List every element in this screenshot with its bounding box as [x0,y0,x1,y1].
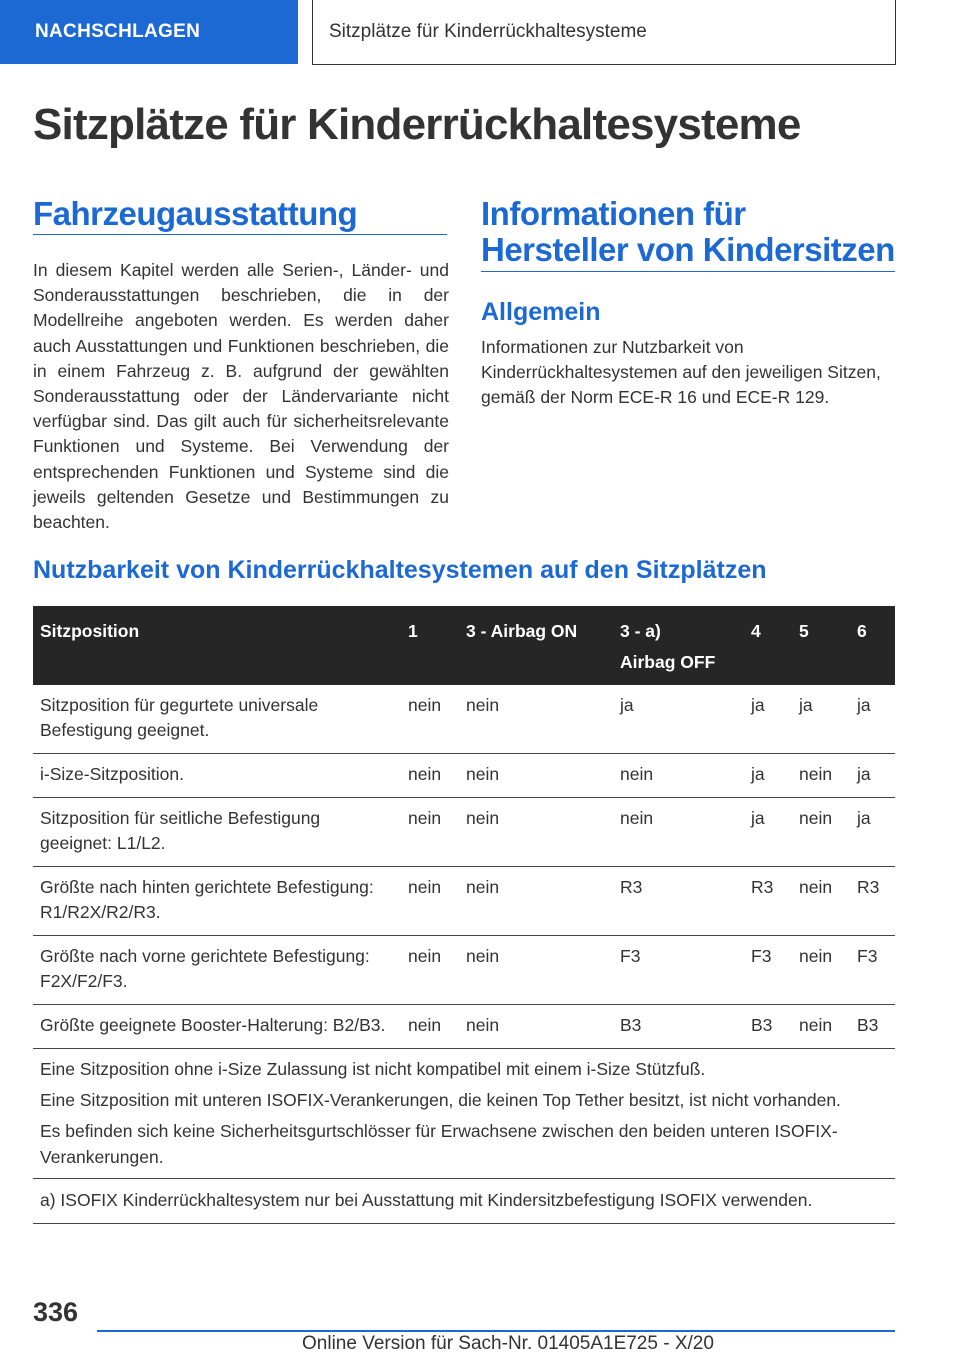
section-heading-manufacturers: Informationen für Hersteller von Kindersitzen [481,196,895,272]
cell: nein [401,867,459,936]
cell: ja [744,754,792,798]
cell: nein [792,936,850,1005]
note-top-tether: Eine Sitzposition mit unteren ISOFIX-Verankerungen, die keinen Top Tether besitzt, ist nicht vorhanden. [40,1090,841,1110]
section-tab-label: NACHSCHLAGEN [35,21,201,42]
cell: nein [792,754,850,798]
cell: B3 [613,1005,744,1049]
cell: ja [792,685,850,754]
cell: nein [401,1005,459,1049]
note-belt-buckles: Es befinden sich keine Sicherheitsgurtschlösser für Erwachsene zwischen den beiden unteren ISOFIX-Verankerungen. [40,1121,838,1167]
cell: nein [792,867,850,936]
table-footnote: a) ISOFIX Kinderrückhaltesystem nur bei Ausstattung mit Kindersitzbefestigung ISOFIX verwenden. [33,1179,895,1224]
cell: nein [459,936,613,1005]
row-label: Sitzposition für seitliche Befestigung geeignet: L1/L2. [33,798,401,867]
cell: nein [792,798,850,867]
table-row [33,685,895,754]
cell: nein [459,754,613,798]
cell: ja [613,685,744,754]
breadcrumb [312,0,896,65]
cell: B3 [850,1005,895,1049]
cell: nein [459,867,613,936]
table-row [33,936,895,1005]
cell: nein [459,1005,613,1049]
col-header-airbag-off-label: Airbag OFF [620,652,716,672]
cell: nein [613,798,744,867]
equipment-paragraph: In diesem Kapitel werden alle Serien-, Länder- und Sonderausstattungen beschrieben, die in der Modellreihe angeboten werden. Es werden daher auch Ausstattungen und Funktionen beschrieben, die in einem Fahrzeug z. B. aufgrund der gewählten Sonderausstattung oder der Ländervariante nicht verfügbar sind. Das gilt auch für sicherheitsrelevante Funktionen und Systeme. Bei Verwendung der entsprechenden Funktionen und Systeme sind die jeweils geltenden Gesetze und Bestimmungen zu beachten. [33,260,449,533]
cell: nein [459,798,613,867]
table-notes-row [33,1049,895,1179]
breadcrumb-label: Sitzplätze für Kinderrückhaltesysteme [329,21,647,42]
cell: nein [613,754,744,798]
col-header-1: 1 [401,606,459,685]
cell: F3 [850,936,895,1005]
note-isize: Eine Sitzposition ohne i-Size Zulassung ist nicht kompatibel mit einem i-Size Stützfuß. [40,1059,706,1079]
col-header-seat-position: Sitzposition [33,606,401,685]
cell: nein [459,685,613,754]
cell: F3 [744,936,792,1005]
footer-divider [97,1330,895,1332]
cell: ja [744,685,792,754]
cell: nein [401,754,459,798]
table-header-row [33,606,895,685]
table-footnote-row [33,1179,895,1224]
table-notes [33,1049,895,1179]
cell: ja [850,798,895,867]
seat-usability-table [33,606,895,1224]
table-row [33,867,895,936]
cell: ja [850,754,895,798]
col-header-3-airbag-off [613,606,744,685]
page-number: 336 [33,1297,79,1327]
cell: R3 [850,867,895,936]
table-row [33,1005,895,1049]
col-header-6: 6 [850,606,895,685]
cell: B3 [744,1005,792,1049]
col-header-3-airbag-on: 3 - Airbag ON [459,606,613,685]
cell: nein [792,1005,850,1049]
row-label: Größte nach vorne gerichtete Befestigung: F2X/F2/F3. [33,936,401,1005]
table-row [33,754,895,798]
section-heading-equipment: Fahrzeugausstattung [33,196,447,235]
table-row [33,798,895,867]
row-label: Sitzposition für gegurtete universale Befestigung geeignet. [33,685,401,754]
cell: nein [401,936,459,1005]
table-title: Nutzbarkeit von Kinderrückhaltesystemen auf den Sitzplätzen [33,556,767,584]
cell: R3 [613,867,744,936]
general-paragraph: Informationen zur Nutzbarkeit von Kinderrückhaltesystemen auf den jeweiligen Sitzen, gemäß der Norm ECE-R 16 und ECE-R 129. [481,337,881,408]
col-header-3a-label: 3 - a) [620,621,661,641]
cell: ja [744,798,792,867]
cell: R3 [744,867,792,936]
subheading-general: Allgemein [481,298,601,326]
row-label: Größte nach hinten gerichtete Befestigung: R1/R2X/R2/R3. [33,867,401,936]
page-title: Sitzplätze für Kinderrückhaltesysteme [33,100,801,149]
row-label: Größte geeignete Booster-Halterung: B2/B3. [33,1005,401,1049]
footer-version-text: Online Version für Sach-Nr. 01405A1E725 - X/20 [302,1333,714,1354]
cell: ja [850,685,895,754]
cell: F3 [613,936,744,1005]
col-header-4: 4 [744,606,792,685]
section-tab[interactable] [0,0,298,64]
cell: nein [401,798,459,867]
row-label: i-Size-Sitzposition. [33,754,401,798]
cell: nein [401,685,459,754]
col-header-5: 5 [792,606,850,685]
